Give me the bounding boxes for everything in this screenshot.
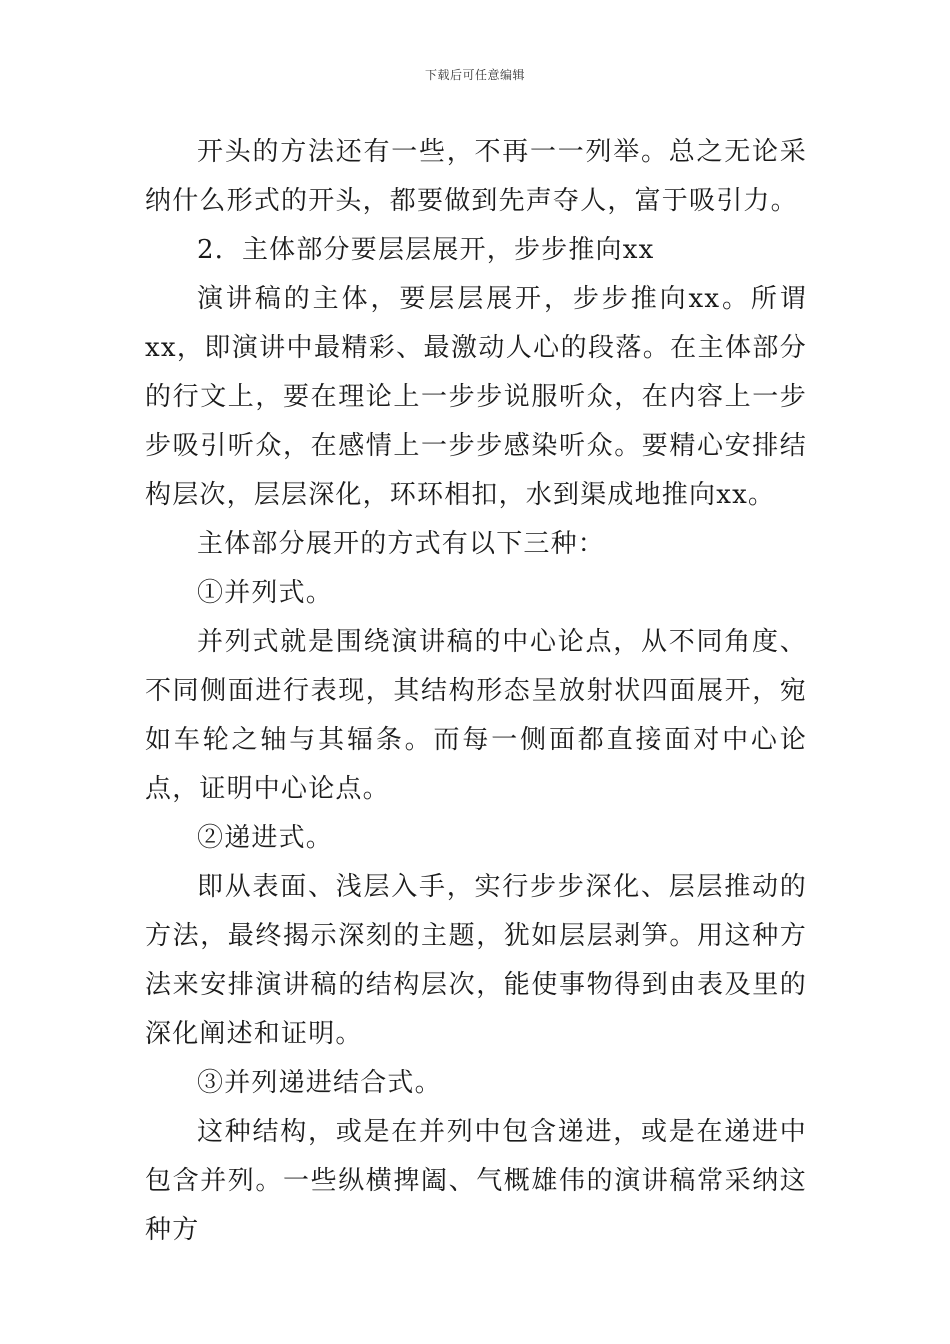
paragraph-combined-description: 这种结构，或是在并列中包含递进，或是在递进中包含并列。一些纵横捭阖、气概雄伟的演讲稿常采纳这种方 — [145, 1117, 807, 1245]
paragraph-progressive-description: 即从表面、浅层入手，实行步步深化、层层推动的方法，最终揭示深刻的主题，犹如层层剥笋。用这种方法来安排演讲稿的结构层次，能使事物得到由表及里的深化阐述和证明。 — [145, 872, 807, 1049]
document-body — [145, 128, 807, 1255]
section-heading-main-body: 2．主体部分要层层展开，步步推向xx — [197, 235, 655, 265]
page-header-note: 下载后可任意编辑 — [424, 68, 525, 82]
paragraph-parallel-description: 并列式就是围绕演讲稿的中心论点，从不同角度、不同侧面进行表现，其结构形态呈放射状四面展开，宛如车轮之轴与其辐条。而每一侧面都直接面对中心论点，证明中心论点。 — [145, 627, 807, 804]
list-item-progressive: ②递进式。 — [197, 823, 334, 853]
paragraph-opening-methods: 开头的方法还有一些，不再一一列举。总之无论采纳什么形式的开头，都要做到先声夺人，富于吸引力。 — [145, 137, 807, 216]
paragraph-main-body: 演讲稿的主体，要层层展开，步步推向xx。所谓xx，即演讲中最精彩、最激动人心的段落。在主体部分的行文上，要在理论上一步步说服听众，在内容上一步步吸引听众，在感情上一步步感染听众。要精心安排结构层次，层层深化，环环相扣，水到渠成地推向xx。 — [145, 284, 807, 510]
list-item-parallel: ①并列式。 — [197, 578, 334, 608]
list-item-combined: ③并列递进结合式。 — [197, 1068, 442, 1098]
paragraph-three-methods-intro: 主体部分展开的方式有以下三种： — [197, 529, 606, 559]
